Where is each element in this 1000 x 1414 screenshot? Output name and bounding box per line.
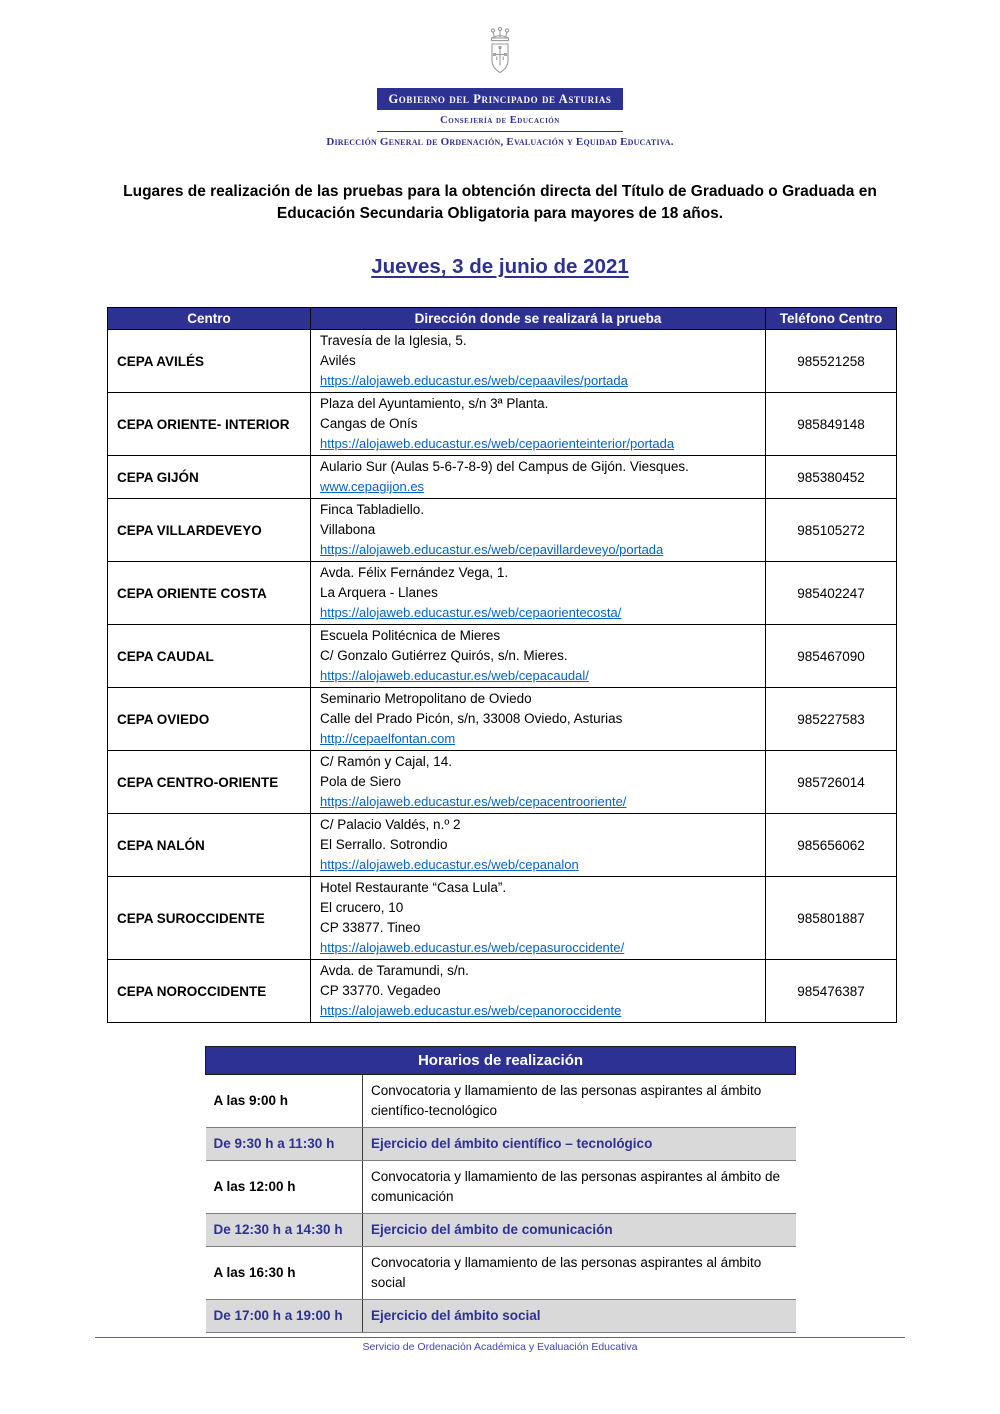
address-link-line	[320, 371, 756, 391]
table-row	[108, 751, 897, 814]
government-banner: Gobierno del Principado de Asturias	[377, 88, 623, 110]
schedule-time: De 17:00 h a 19:00 h	[206, 1300, 363, 1333]
centers-col-header-direccion: Dirección donde se realizará la prueba	[311, 308, 766, 330]
centers-table	[107, 307, 897, 1023]
address-line: C/ Gonzalo Gutiérrez Quirós, s/n. Mieres.	[320, 648, 568, 663]
phone-value: 985227583	[766, 688, 897, 751]
table-row	[108, 393, 897, 456]
schedule-table-title: Horarios de realización	[206, 1047, 796, 1075]
address-line: Seminario Metropolitano de Oviedo	[320, 691, 532, 706]
address-line: Pola de Siero	[320, 774, 402, 789]
address-line: C/ Ramón y Cajal, 14.	[320, 754, 453, 769]
footer-service-name: Servicio de Ordenación Académica y Evaluación Educativa	[362, 1341, 638, 1353]
address-link-line	[320, 540, 756, 560]
page-footer	[95, 1337, 905, 1353]
address-link-line	[320, 729, 756, 749]
address-link-line	[320, 477, 756, 497]
date-heading-text: Jueves, 3 de junio de 2021	[371, 255, 629, 278]
address-line: Avda. de Taramundi, s/n.	[320, 963, 469, 978]
address-line: Avilés	[320, 353, 356, 368]
address-link-line	[320, 1001, 756, 1021]
address-line: Villabona	[320, 522, 376, 537]
address-link-line	[320, 792, 756, 812]
address-cell	[311, 751, 766, 814]
address-line: Finca Tabladiello.	[320, 502, 425, 517]
address-link-line	[320, 938, 756, 958]
direction-general-name: Dirección General de Ordenación, Evaluación y Equidad Educativa.	[326, 136, 674, 148]
phone-value: 985380452	[766, 456, 897, 499]
center-name: CEPA CENTRO-ORIENTE	[108, 751, 311, 814]
address-cell	[311, 456, 766, 499]
schedule-time: A las 12:00 h	[206, 1161, 363, 1214]
address-line: Plaza del Ayuntamiento, s/n 3ª Planta.	[320, 396, 549, 411]
schedule-time: De 9:30 h a 11:30 h	[206, 1128, 363, 1161]
address-cell	[311, 625, 766, 688]
schedule-time: A las 16:30 h	[206, 1247, 363, 1300]
phone-value: 985801887	[766, 877, 897, 960]
letterhead-divider	[377, 131, 623, 132]
phone-value: 985105272	[766, 499, 897, 562]
address-link-line	[320, 434, 756, 454]
address-cell	[311, 562, 766, 625]
date-heading	[0, 255, 1000, 279]
schedule-row	[206, 1300, 796, 1333]
center-website-link[interactable]: https://alojaweb.educastur.es/web/cepanalon	[320, 857, 579, 872]
center-website-link[interactable]: https://alojaweb.educastur.es/web/cepaaviles/portada	[320, 373, 628, 388]
table-row	[108, 562, 897, 625]
center-name: CEPA SUROCCIDENTE	[108, 877, 311, 960]
centers-table-body	[108, 330, 897, 1023]
center-website-link[interactable]: https://alojaweb.educastur.es/web/cepasuroccidente/	[320, 940, 625, 955]
schedule-activity: Ejercicio del ámbito científico – tecnológico	[363, 1128, 796, 1161]
table-row	[108, 877, 897, 960]
center-name: CEPA ORIENTE COSTA	[108, 562, 311, 625]
address-line: La Arquera - Llanes	[320, 585, 438, 600]
address-line: Aulario Sur (Aulas 5-6-7-8-9) del Campus de Gijón. Viesques.	[320, 459, 689, 474]
address-link-line	[320, 666, 756, 686]
schedule-activity: Convocatoria y llamamiento de las personas aspirantes al ámbito social	[363, 1247, 796, 1300]
phone-value: 985521258	[766, 330, 897, 393]
schedule-row	[206, 1128, 796, 1161]
center-website-link[interactable]: https://alojaweb.educastur.es/web/cepavillardeveyo/portada	[320, 542, 664, 557]
phone-value: 985849148	[766, 393, 897, 456]
center-name: CEPA NOROCCIDENTE	[108, 960, 311, 1023]
address-line: C/ Palacio Valdés, n.º 2	[320, 817, 461, 832]
schedule-activity: Convocatoria y llamamiento de las personas aspirantes al ámbito de comunicación	[363, 1161, 796, 1214]
address-cell	[311, 499, 766, 562]
center-website-link[interactable]: https://alojaweb.educastur.es/web/cepaorienteinterior/portada	[320, 436, 675, 451]
schedule-table	[205, 1046, 796, 1333]
schedule-activity: Ejercicio del ámbito social	[363, 1300, 796, 1333]
schedule-table-header-row	[206, 1047, 796, 1075]
phone-value: 985402247	[766, 562, 897, 625]
table-row	[108, 499, 897, 562]
address-line: Escuela Politécnica de Mieres	[320, 628, 501, 643]
center-name: CEPA AVILÉS	[108, 330, 311, 393]
department-name: Consejería de Educación	[440, 115, 560, 126]
address-cell	[311, 330, 766, 393]
address-line: Avda. Félix Fernández Vega, 1.	[320, 565, 509, 580]
address-line: Calle del Prado Picón, s/n, 33008 Oviedo, Asturias	[320, 711, 623, 726]
address-line: CP 33877. Tineo	[320, 920, 421, 935]
address-line: Hotel Restaurante “Casa Lula”.	[320, 880, 507, 895]
address-link-line	[320, 603, 756, 623]
center-website-link[interactable]: www.cepagijon.es	[320, 479, 425, 494]
schedule-activity: Convocatoria y llamamiento de las personas aspirantes al ámbito científico-tecnológico	[363, 1075, 796, 1128]
table-row	[108, 625, 897, 688]
schedule-row	[206, 1214, 796, 1247]
address-cell	[311, 814, 766, 877]
table-row	[108, 814, 897, 877]
centers-col-header-centro: Centro	[108, 308, 311, 330]
document-title: Lugares de realización de las pruebas para la obtención directa del Título de Graduado o Graduada en Educación Secundaria Obligatoria para mayores de 18 años.	[123, 183, 877, 222]
phone-value: 985476387	[766, 960, 897, 1023]
schedule-time: De 12:30 h a 14:30 h	[206, 1214, 363, 1247]
center-website-link[interactable]: https://alojaweb.educastur.es/web/cepacaudal/	[320, 668, 589, 683]
schedule-row	[206, 1161, 796, 1214]
center-name: CEPA VILLARDEVEYO	[108, 499, 311, 562]
address-line: El crucero, 10	[320, 900, 404, 915]
address-cell	[311, 877, 766, 960]
table-row	[108, 960, 897, 1023]
centers-table-header-row	[108, 308, 897, 330]
schedule-row	[206, 1247, 796, 1300]
schedule-table-body	[206, 1075, 796, 1333]
letterhead	[0, 0, 1000, 148]
centers-col-header-telefono: Teléfono Centro	[766, 308, 897, 330]
table-row	[108, 330, 897, 393]
center-name: CEPA GIJÓN	[108, 456, 311, 499]
address-cell	[311, 960, 766, 1023]
center-name: CEPA CAUDAL	[108, 625, 311, 688]
address-line: Cangas de Onís	[320, 416, 418, 431]
address-line: El Serrallo. Sotrondio	[320, 837, 448, 852]
address-cell	[311, 688, 766, 751]
center-website-link[interactable]: https://alojaweb.educastur.es/web/cepaorientecosta/	[320, 605, 622, 620]
phone-value: 985726014	[766, 751, 897, 814]
address-line: Travesía de la Iglesia, 5.	[320, 333, 467, 348]
schedule-time: A las 9:00 h	[206, 1075, 363, 1128]
center-name: CEPA ORIENTE- INTERIOR	[108, 393, 311, 456]
center-website-link[interactable]: http://cepaelfontan.com	[320, 731, 456, 746]
schedule-activity: Ejercicio del ámbito de comunicación	[363, 1214, 796, 1247]
center-name: CEPA NALÓN	[108, 814, 311, 877]
center-website-link[interactable]: https://alojaweb.educastur.es/web/cepanoroccidente	[320, 1003, 622, 1018]
table-row	[108, 688, 897, 751]
center-name: CEPA OVIEDO	[108, 688, 311, 751]
phone-value: 985656062	[766, 814, 897, 877]
phone-value: 985467090	[766, 625, 897, 688]
asturias-coat-of-arms-icon	[481, 26, 519, 78]
schedule-row	[206, 1075, 796, 1128]
address-cell	[311, 393, 766, 456]
address-link-line	[320, 855, 756, 875]
table-row	[108, 456, 897, 499]
center-website-link[interactable]: https://alojaweb.educastur.es/web/cepacentrooriente/	[320, 794, 627, 809]
address-line: CP 33770. Vegadeo	[320, 983, 441, 998]
